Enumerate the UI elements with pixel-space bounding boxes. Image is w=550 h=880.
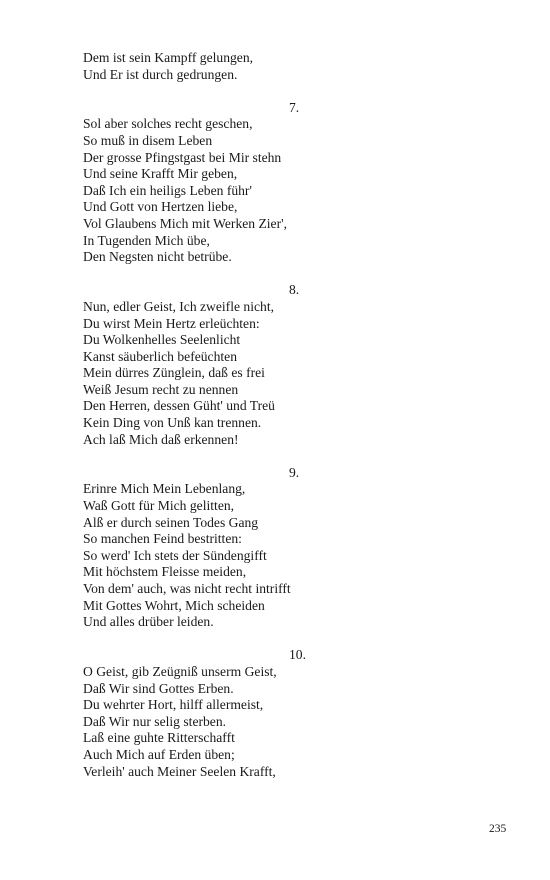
verse-line: Nun, edler Geist, Ich zweifle nicht, <box>83 298 274 314</box>
verse-line: Dem ist sein Kampff gelungen, <box>83 50 254 65</box>
stanza-8 <box>83 282 383 448</box>
verse-line: Vol Glaubens Mich mit Werken Zier', <box>83 215 287 231</box>
stanza-9 <box>83 465 383 631</box>
verse-line: So werd' Ich stets der Sündengifft <box>83 547 267 563</box>
stanza-number: 9. <box>289 464 300 480</box>
verse-line: Daß Wir sind Gottes Erben. <box>83 680 234 696</box>
stanza-continuation <box>83 50 383 83</box>
verse-line: So manchen Feind bestritten: <box>83 531 242 547</box>
verse-line: Der grosse Pfingstgast bei Mir stehn <box>83 149 282 165</box>
verse-line: Verleih' auch Meiner Seelen Krafft, <box>83 763 276 779</box>
verse-line: Und alles drüber leiden. <box>83 614 214 630</box>
verse-line: Den Herren, dessen Güht' und Treü <box>83 398 275 414</box>
stanza-10 <box>83 647 383 780</box>
verse-line: Erinre Mich Mein Lebenlang, <box>83 481 246 497</box>
verse-line: Du wirst Mein Hertz erleüchten: <box>83 315 260 331</box>
verse-line: Sol aber solches recht geschen, <box>83 116 253 132</box>
verse-line: Den Negsten nicht betrübe. <box>83 249 232 265</box>
poem-text <box>83 50 383 780</box>
verse-line: In Tugenden Mich übe, <box>83 232 210 248</box>
verse-line: So muß in disem Leben <box>83 132 213 148</box>
verse-line: Von dem' auch, was nicht recht intrifft <box>83 581 291 596</box>
verse-line: Und seine Krafft Mir geben, <box>83 166 238 182</box>
verse-line: Waß Gott für Mich gelitten, <box>83 498 235 514</box>
stanza-number: 8. <box>289 282 300 298</box>
verse-line: Und Gott von Hertzen liebe, <box>83 199 238 215</box>
verse-line: Ach laß Mich daß erkennen! <box>83 431 239 447</box>
verse-line: Laß eine guhte Ritterschafft <box>83 730 235 746</box>
verse-line: Mein dürres Zünglein, daß es frei <box>83 365 265 381</box>
stanza-7 <box>83 100 383 266</box>
verse-line: Mit Gottes Wohrt, Mich scheiden <box>83 597 265 613</box>
verse-line: Du Wolkenhelles Seelenlicht <box>83 332 241 348</box>
verse-line: Und Er ist durch gedrungen. <box>83 66 238 82</box>
verse-line: Kanst säuberlich befeüchten <box>83 348 237 364</box>
stanza-number: 10. <box>289 647 306 663</box>
verse-line: Daß Wir nur selig sterben. <box>83 713 227 729</box>
page-number: 235 <box>489 823 507 835</box>
verse-line: Weiß Jesum recht zu nennen <box>83 381 239 397</box>
verse-line: Auch Mich auf Erden üben; <box>83 746 235 762</box>
verse-line: Daß Ich ein heiligs Leben führ' <box>83 182 252 198</box>
verse-line: Du wehrter Hort, hilff allermeist, <box>83 697 264 713</box>
verse-line: Alß er durch seinen Todes Gang <box>83 514 259 530</box>
verse-line: Kein Ding von Unß kan trennen. <box>83 415 262 431</box>
verse-line: O Geist, gib Zeügniß unserm Geist, <box>83 663 277 679</box>
stanza-number: 7. <box>289 99 300 115</box>
verse-line: Mit höchstem Fleisse meiden, <box>83 564 247 580</box>
